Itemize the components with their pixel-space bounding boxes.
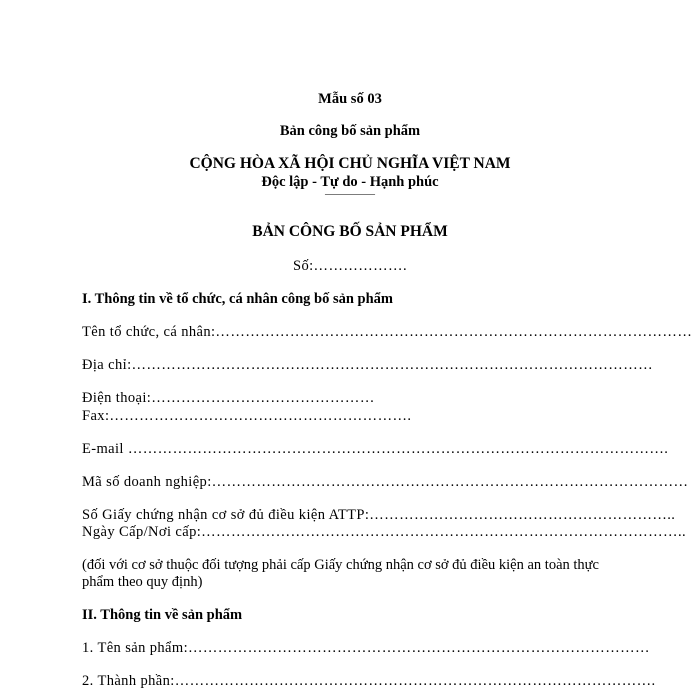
product-name-field: 1. Tên sản phẩm:………………………………………………………………………………… [82, 640, 650, 656]
email-field: E-mail ………………………………………………………………………………………………. [82, 441, 669, 457]
note-line-1: (đối với cơ sở thuộc đối tượng phải cấp Giấy chứng nhận cơ sở đủ điều kiện an toàn thực [82, 557, 599, 573]
country-name: CỘNG HÒA XÃ HỘI CHỦ NGHĨA VIỆT NAM [189, 155, 511, 172]
section-2-heading: II. Thông tin về sản phẩm [82, 607, 243, 623]
form-title: Bản công bố sản phẩm [279, 123, 421, 139]
ingredients-field: 2. Thành phần:……………………………………………………………………………………. [82, 673, 656, 689]
issue-info-field: Ngày Cấp/Nơi cấp:…………………………………………………………………………………….. [82, 524, 687, 540]
note-line-2: phẩm theo quy định) [82, 574, 203, 590]
form-number: Mẫu số 03 [318, 91, 382, 107]
section-1-heading: I. Thông tin về tổ chức, cá nhân công bố sản phẩm [82, 291, 393, 307]
fax-field: Fax:……………………………………………………. [82, 408, 412, 424]
header-divider: ————— [325, 189, 375, 200]
org-name-field: Tên tổ chức, cá nhân:…………………………………………………………………………………… [82, 324, 693, 340]
business-code-field: Mã số doanh nghiệp:…………………………………………………………………………………… [82, 474, 689, 490]
address-field: Địa chỉ:…………………………………………………………………………………………… [82, 357, 654, 373]
certificate-field: Số Giấy chứng nhận cơ sở đủ điều kiện ATTP:…………………………………………………….. [82, 507, 676, 523]
phone-field: Điện thoại:……………………………………… [82, 390, 375, 406]
national-motto: Độc lập - Tự do - Hạnh phúc [261, 174, 439, 190]
document-number: Số:………………. [293, 258, 407, 274]
document-title: BẢN CÔNG BỐ SẢN PHẨM [252, 223, 448, 240]
